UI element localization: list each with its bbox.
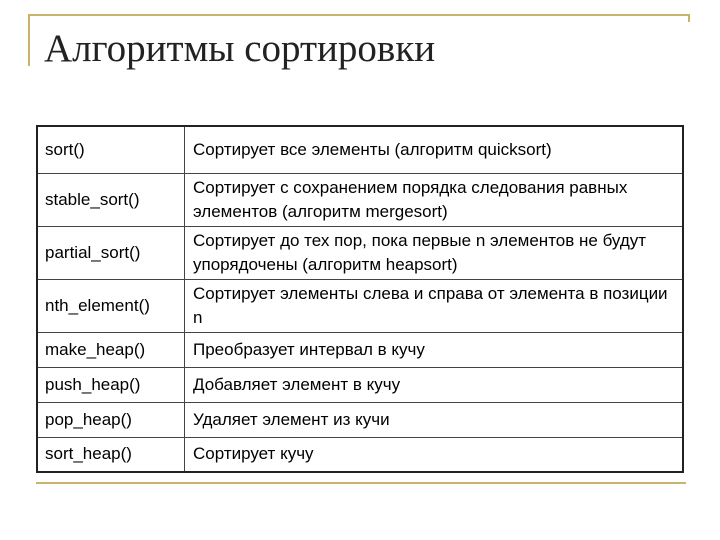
table-row (37, 367, 683, 402)
table-row (37, 437, 683, 472)
function-name: sort() (37, 126, 185, 173)
function-name: sort_heap() (37, 437, 185, 472)
function-description: Сортирует элементы слева и справа от элемента в позиции n (185, 279, 684, 332)
function-name: make_heap() (37, 332, 185, 367)
table-row (37, 402, 683, 437)
sorting-algorithms-table (36, 125, 684, 473)
bottom-accent-line (36, 482, 686, 484)
top-accent-tick (688, 14, 690, 22)
function-name: stable_sort() (37, 173, 185, 226)
function-description: Сортирует все элементы (алгоритм quicksort) (185, 126, 684, 173)
function-name: nth_element() (37, 279, 185, 332)
slide-title: Алгоритмы сортировки (44, 27, 436, 70)
top-accent-line (28, 14, 690, 16)
function-description: Сортирует кучу (185, 437, 684, 472)
function-description: Сортирует до тех пор, пока первые n элементов не будут упорядочены (алгоритм heapsort) (185, 226, 684, 279)
function-description: Преобразует интервал в кучу (185, 332, 684, 367)
function-name: pop_heap() (37, 402, 185, 437)
table-row (37, 279, 683, 332)
table-row (37, 126, 683, 173)
function-description: Сортирует с сохранением порядка следования равных элементов (алгоритм mergesort) (185, 173, 684, 226)
table-row (37, 173, 683, 226)
function-description: Удаляет элемент из кучи (185, 402, 684, 437)
function-name: partial_sort() (37, 226, 185, 279)
left-accent-line (28, 14, 30, 66)
table-row (37, 332, 683, 367)
table-row (37, 226, 683, 279)
function-description: Добавляет элемент в кучу (185, 367, 684, 402)
function-name: push_heap() (37, 367, 185, 402)
